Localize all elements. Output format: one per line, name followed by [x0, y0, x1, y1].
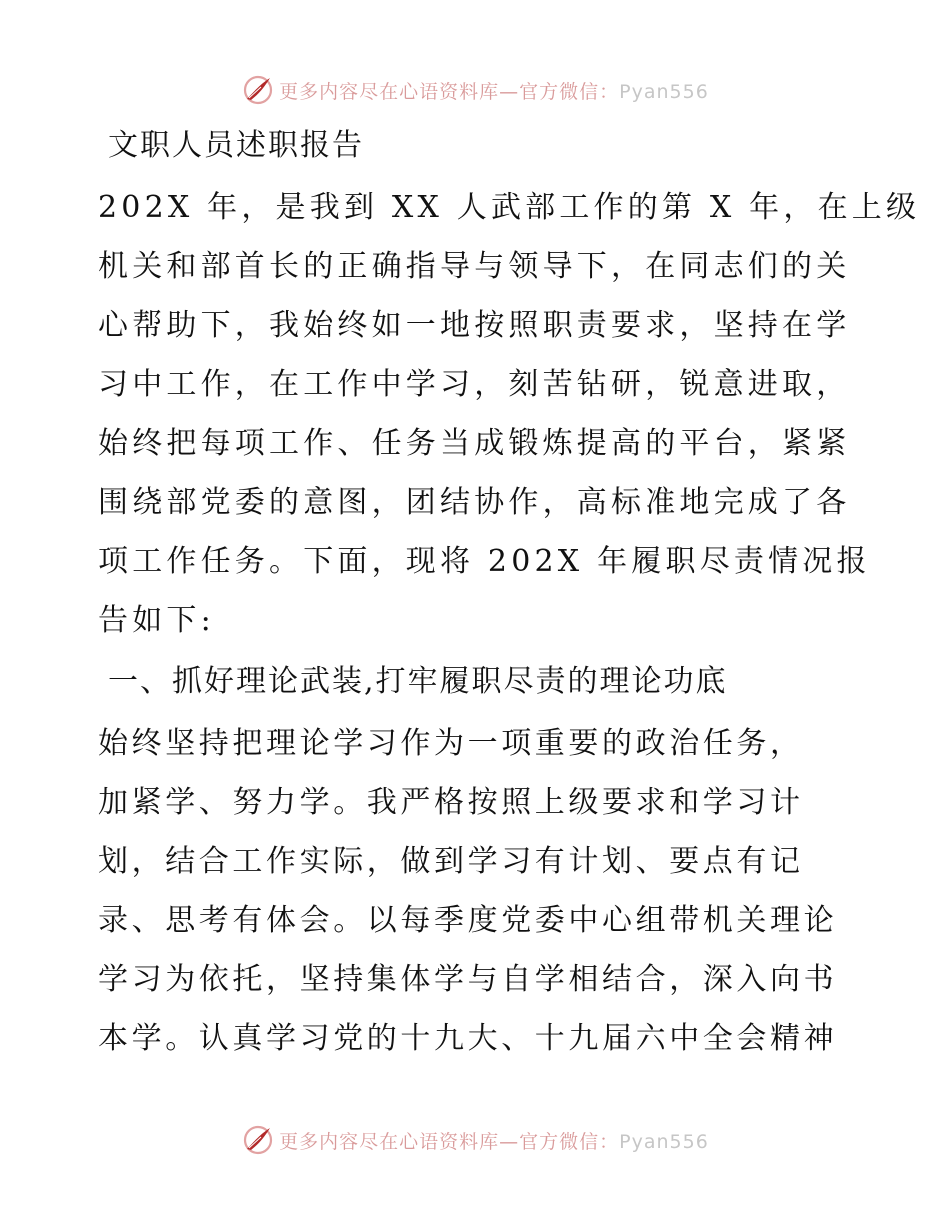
- paragraph-line: 告如下:: [98, 603, 215, 638]
- watermark-label: 更多内容尽在心语资料库—官方微信：: [279, 80, 620, 103]
- document-title: 文职人员述职报告: [108, 128, 364, 163]
- section-paragraph: [98, 714, 850, 1068]
- watermark-label: 更多内容尽在心语资料库—官方微信：: [279, 1130, 620, 1153]
- header-watermark-banner: [0, 70, 950, 110]
- wechat-id: Pyan556: [619, 80, 709, 103]
- paragraph-line: 始终把每项工作、任务当成锻炼提高的平台，紧紧: [98, 426, 851, 461]
- paragraph-line: 心帮助下，我始终如一地按照职责要求，坚持在学: [98, 308, 851, 343]
- watermark-text: [279, 1127, 709, 1154]
- paragraph-line: 录、思考有体会。以每季度党委中心组带机关理论: [98, 903, 838, 938]
- paragraph-line: 习中工作，在工作中学习，刻苦钻研，锐意进取，: [98, 367, 851, 402]
- footer-watermark-banner: [0, 1120, 950, 1160]
- paragraph-line: 围绕部党委的意图，团结协作，高标准地完成了各: [98, 485, 851, 520]
- paragraph-line: 机关和部首长的正确指导与领导下，在同志们的关: [98, 249, 851, 284]
- paragraph-line: 学习为依托，坚持集体学与自学相结合，深入向书: [98, 962, 838, 997]
- paragraph-line: 划，结合工作实际，做到学习有计划、要点有记: [98, 844, 804, 879]
- paragraph-line: 202X 年，是我到 XX 人武部工作的第 X 年，在上级: [98, 190, 921, 225]
- feather-pen-logo-icon: [241, 73, 275, 107]
- paragraph-line: 加紧学、努力学。我严格按照上级要求和学习计: [98, 785, 804, 820]
- paragraph-line: 本学。认真学习党的十九大、十九届六中全会精神: [98, 1021, 838, 1056]
- intro-paragraph: [98, 178, 921, 650]
- section-heading: 一、抓好理论武装,打牢履职尽责的理论功底: [108, 664, 728, 699]
- watermark-text: [279, 77, 709, 104]
- wechat-id: Pyan556: [619, 1130, 709, 1153]
- document-body: [98, 122, 921, 1076]
- paragraph-line: 项工作任务。下面，现将 202X 年履职尽责情况报: [98, 544, 871, 579]
- feather-pen-logo-icon: [241, 1123, 275, 1157]
- paragraph-line: 始终坚持把理论学习作为一项重要的政治任务，: [98, 726, 804, 761]
